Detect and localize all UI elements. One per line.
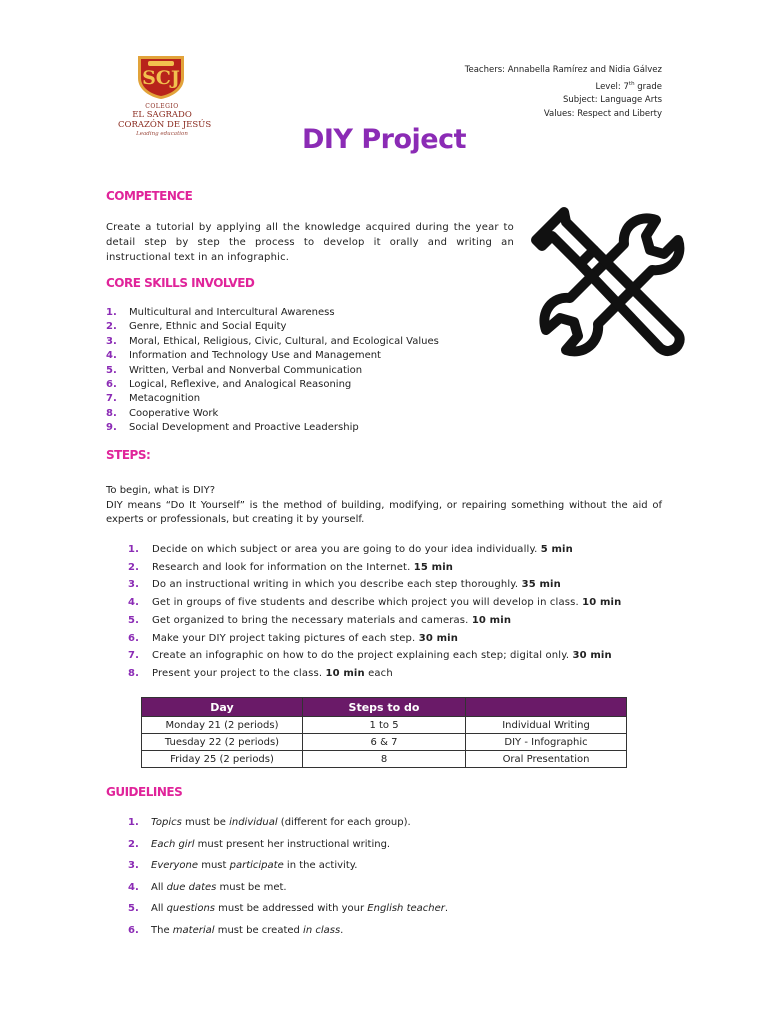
level-line: Level: 7th grade bbox=[595, 80, 662, 92]
cell-activity: Oral Presentation bbox=[466, 751, 627, 768]
col-header-activity bbox=[466, 698, 627, 717]
skill-item bbox=[106, 349, 439, 363]
step-content bbox=[128, 630, 458, 648]
competence-text: Create a tutorial by applying all the knowledge acquired during the year to detail step by step the process to develop it orally and writing an instructional text in an infographic. bbox=[106, 222, 514, 263]
cell-day: Tuesday 22 (2 periods) bbox=[142, 734, 303, 751]
item-number: 2. bbox=[128, 838, 139, 850]
skill-item bbox=[106, 335, 439, 349]
cell-steps: 1 to 5 bbox=[303, 717, 466, 734]
guideline-item bbox=[128, 898, 448, 920]
plain-text: All bbox=[151, 903, 167, 915]
item-number: 3. bbox=[128, 860, 139, 872]
step-duration: 30 min bbox=[418, 632, 458, 644]
step-text: Make your DIY project taking pictures of each step. bbox=[152, 632, 419, 644]
step-tail: each bbox=[364, 667, 393, 679]
step-content bbox=[128, 665, 393, 683]
step-duration: 35 min bbox=[521, 579, 561, 591]
cell-steps: 8 bbox=[303, 751, 466, 768]
item-number: 9. bbox=[106, 422, 117, 434]
skill-text: Logical, Reflexive, and Analogical Reasoning bbox=[129, 379, 352, 391]
step-item bbox=[128, 612, 621, 630]
item-number: 4. bbox=[128, 881, 139, 893]
step-item bbox=[128, 576, 621, 594]
step-text: Present your project to the class. bbox=[152, 667, 326, 679]
skill-item bbox=[106, 320, 439, 334]
item-number: 5. bbox=[128, 903, 139, 915]
emphasis-text: English teacher bbox=[367, 903, 445, 915]
skill-text: Social Development and Proactive Leadership bbox=[129, 422, 359, 434]
item-number: 4. bbox=[106, 350, 117, 362]
guideline-item bbox=[128, 920, 448, 942]
col-header-day: Day bbox=[142, 698, 303, 717]
emphasis-text: questions bbox=[166, 903, 215, 915]
skill-item bbox=[106, 306, 439, 320]
item-number: 1. bbox=[128, 817, 139, 828]
cell-activity: Individual Writing bbox=[466, 717, 627, 734]
item-number: 6. bbox=[106, 379, 117, 391]
step-item bbox=[128, 665, 621, 683]
step-item bbox=[128, 647, 621, 665]
cell-steps: 6 & 7 bbox=[303, 734, 466, 751]
guideline-text bbox=[128, 877, 287, 899]
skill-item bbox=[106, 392, 439, 406]
core-skills-heading: CORE SKILLS INVOLVED bbox=[106, 276, 255, 290]
skill-text: Multicultural and Intercultural Awareness bbox=[129, 307, 335, 318]
item-number: 5. bbox=[128, 614, 140, 626]
skill-text: Genre, Ethnic and Social Equity bbox=[129, 321, 287, 333]
skill-item bbox=[106, 378, 439, 392]
item-number: 2. bbox=[106, 321, 117, 333]
table-row bbox=[142, 717, 627, 734]
cell-activity: DIY - Infographic bbox=[466, 734, 627, 751]
guideline-item bbox=[128, 855, 448, 877]
guideline-item bbox=[128, 877, 448, 899]
item-number: 8. bbox=[106, 407, 117, 419]
step-text: Create an infographic on how to do the project explaining each step; digital only. bbox=[152, 650, 573, 662]
crest-letters: SCJ bbox=[142, 67, 180, 89]
emphasis-text: due dates bbox=[166, 881, 217, 893]
plain-text: must be addressed with your bbox=[215, 903, 368, 915]
item-number: 6. bbox=[128, 924, 139, 936]
step-content bbox=[128, 559, 453, 577]
logo-line-colegio: COLEGIO bbox=[145, 103, 179, 110]
step-item bbox=[128, 559, 621, 577]
item-number: 6. bbox=[128, 632, 140, 644]
teachers-line: Teachers: Annabella Ramírez and Nidia Gálvez bbox=[464, 65, 662, 75]
step-item bbox=[128, 630, 621, 648]
guidelines-list bbox=[128, 812, 448, 942]
emphasis-text: material bbox=[172, 924, 215, 936]
plain-text: All bbox=[151, 881, 167, 893]
step-duration: 15 min bbox=[413, 561, 454, 573]
logo-line-corazon: CORAZÓN DE JESÚS bbox=[118, 120, 212, 130]
skill-item bbox=[106, 421, 439, 435]
table-row bbox=[142, 751, 627, 768]
skill-item bbox=[106, 407, 439, 421]
schedule-table bbox=[141, 697, 627, 768]
step-duration: 10 min bbox=[325, 667, 365, 679]
core-skills-list bbox=[106, 306, 439, 436]
plain-text: (different for each group). bbox=[277, 817, 411, 828]
plain-text: . bbox=[444, 903, 449, 915]
step-text: Research and look for information on the Internet. bbox=[152, 561, 414, 573]
emphasis-text: in class bbox=[303, 924, 341, 936]
col-header-steps: Steps to do bbox=[303, 698, 466, 717]
skill-text: Information and Technology Use and Management bbox=[129, 350, 381, 362]
item-number: 1. bbox=[128, 544, 140, 555]
cell-day: Monday 21 (2 periods) bbox=[142, 717, 303, 734]
step-text: Get in groups of five students and describe which project you will develop in class. bbox=[152, 597, 583, 609]
step-text: Do an instructional writing in which you describe each step thoroughly. bbox=[152, 579, 522, 591]
guideline-item bbox=[128, 812, 448, 834]
step-duration: 10 min bbox=[582, 597, 622, 609]
intro-definition: DIY means “Do It Yourself” is the method of building, modifying, or repairing something without the aid of experts or professionals, but creating it by yourself. bbox=[106, 499, 662, 525]
steps-list bbox=[128, 541, 621, 683]
table-row bbox=[142, 734, 627, 751]
step-content bbox=[128, 612, 511, 630]
item-number: 8. bbox=[128, 667, 140, 679]
emphasis-text: Each girl bbox=[151, 838, 195, 850]
plain-text: must bbox=[198, 860, 230, 872]
plain-text: in the activity. bbox=[283, 860, 358, 872]
emphasis-text: Everyone bbox=[151, 860, 199, 872]
item-number: 7. bbox=[128, 650, 140, 662]
intro-question: To begin, what is DIY? bbox=[106, 485, 216, 496]
step-item bbox=[128, 541, 621, 559]
item-number: 3. bbox=[106, 335, 117, 347]
step-duration: 5 min bbox=[540, 544, 573, 555]
header-info bbox=[465, 64, 662, 121]
item-number: 1. bbox=[106, 307, 117, 318]
plain-text: must be met. bbox=[216, 881, 287, 893]
skill-text: Metacognition bbox=[129, 393, 201, 405]
item-number: 7. bbox=[106, 393, 117, 405]
step-item bbox=[128, 594, 621, 612]
page-title: DIY Project bbox=[301, 124, 467, 155]
step-text: Get organized to bring the necessary materials and cameras. bbox=[152, 614, 472, 626]
skill-text: Written, Verbal and Nonverbal Communication bbox=[129, 364, 363, 376]
step-duration: 10 min bbox=[471, 614, 512, 626]
step-content bbox=[128, 594, 621, 612]
emphasis-text: Topics bbox=[151, 817, 182, 828]
steps-heading: STEPS: bbox=[106, 448, 151, 462]
step-duration: 30 min bbox=[572, 650, 612, 662]
guideline-item bbox=[128, 834, 448, 856]
skill-text: Moral, Ethical, Religious, Civic, Cultural, and Ecological Values bbox=[129, 335, 439, 347]
emphasis-text: individual bbox=[229, 817, 278, 828]
skill-item bbox=[106, 364, 439, 378]
hammer-wrench-icon bbox=[528, 200, 692, 364]
competence-heading: COMPETENCE bbox=[106, 189, 193, 203]
item-number: 2. bbox=[128, 561, 140, 573]
item-number: 4. bbox=[128, 597, 140, 609]
diy-intro bbox=[106, 484, 662, 528]
logo-line-sagrado: EL SAGRADO bbox=[132, 110, 192, 120]
guideline-text bbox=[128, 855, 357, 877]
guideline-text bbox=[128, 834, 390, 856]
plain-text: The bbox=[151, 924, 173, 936]
item-number: 5. bbox=[106, 364, 117, 376]
step-content bbox=[128, 576, 561, 594]
plain-text: must present her instructional writing. bbox=[194, 838, 391, 850]
guidelines-heading: GUIDELINES bbox=[106, 785, 183, 799]
step-content bbox=[128, 647, 612, 665]
values-line: Values: Respect and Liberty bbox=[543, 108, 662, 119]
logo-tagline: Leading education bbox=[136, 131, 188, 137]
emphasis-text: participate bbox=[229, 860, 284, 872]
schedule-header-row bbox=[142, 698, 627, 717]
plain-text: must be bbox=[181, 817, 230, 828]
plain-text: . bbox=[340, 924, 344, 936]
item-number: 3. bbox=[128, 579, 140, 591]
guideline-text bbox=[128, 812, 411, 834]
guideline-text bbox=[128, 898, 448, 920]
guideline-text bbox=[128, 920, 343, 942]
school-crest-icon bbox=[134, 52, 188, 100]
step-text: Decide on which subject or area you are going to do your idea individually. bbox=[152, 544, 541, 555]
plain-text: must be created bbox=[214, 924, 304, 936]
subject-line: Subject: Language Arts bbox=[562, 95, 662, 106]
cell-day: Friday 25 (2 periods) bbox=[142, 751, 303, 768]
skill-text: Cooperative Work bbox=[129, 407, 219, 419]
step-content bbox=[128, 541, 573, 559]
